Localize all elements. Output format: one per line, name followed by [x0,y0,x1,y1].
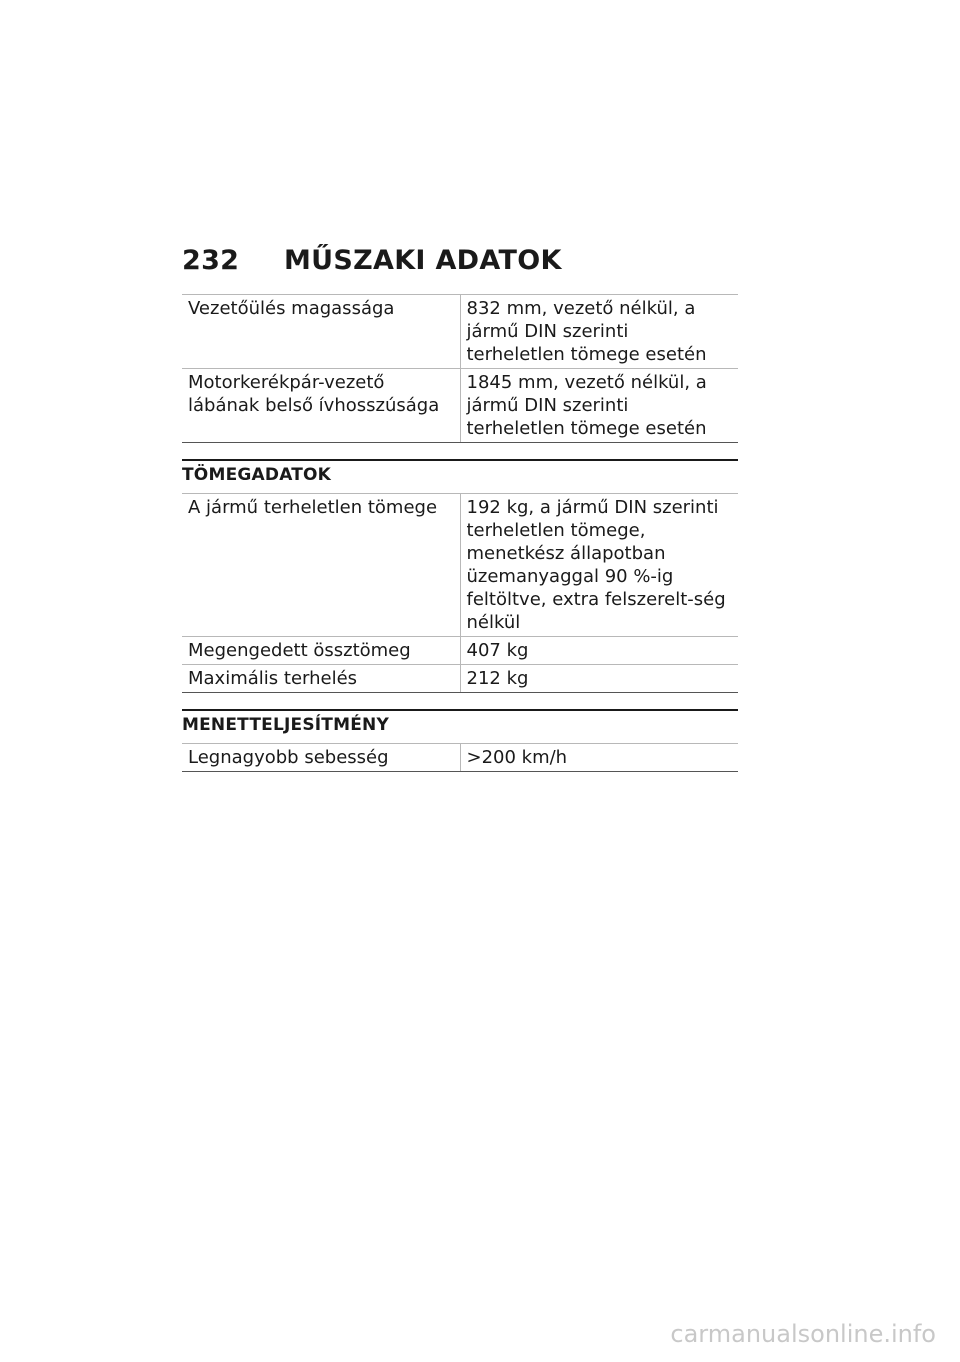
table-row [182,637,738,665]
dimensions-table [182,294,738,443]
footer-watermark: carmanualsonline.info [670,1320,936,1348]
spec-value: 1845 mm, vezető nélkül, a jármű DIN szerinti terheletlen tömege esetén [460,369,738,443]
spec-value: 832 mm, vezető nélkül, a jármű DIN szerinti terheletlen tömege esetén [460,295,738,369]
performance-table [182,743,738,772]
spec-value: 407 kg [460,637,738,665]
spec-label: Legnagyobb sebesség [182,744,460,772]
table-row [182,494,738,637]
section-heading-performance: MENETTELJESÍTMÉNY [182,709,738,743]
chapter-title: MŰSZAKI ADATOK [284,244,562,276]
spec-value: 192 kg, a jármű DIN szerinti terheletlen tömege, menetkész állapotban üzemanyaggal 90 %-ig feltöltve, extra felszerelt-ség nélkül [460,494,738,637]
page-number: 232 [182,244,240,276]
spec-label: A jármű terheletlen tömege [182,494,460,637]
spec-value: 212 kg [460,665,738,693]
table-row [182,369,738,443]
table-row [182,744,738,772]
spec-label: Motorkerékpár-vezető lábának belső ívhosszúsága [182,369,460,443]
section-heading-weights: TÖMEGADATOK [182,459,738,493]
table-row [182,665,738,693]
table-row [182,295,738,369]
spec-value: >200 km/h [460,744,738,772]
page-header [182,240,738,280]
spec-label: Megengedett össztömeg [182,637,460,665]
spec-label: Maximális terhelés [182,665,460,693]
spec-label: Vezetőülés magassága [182,295,460,369]
weights-table [182,493,738,693]
spec-content [182,294,738,772]
